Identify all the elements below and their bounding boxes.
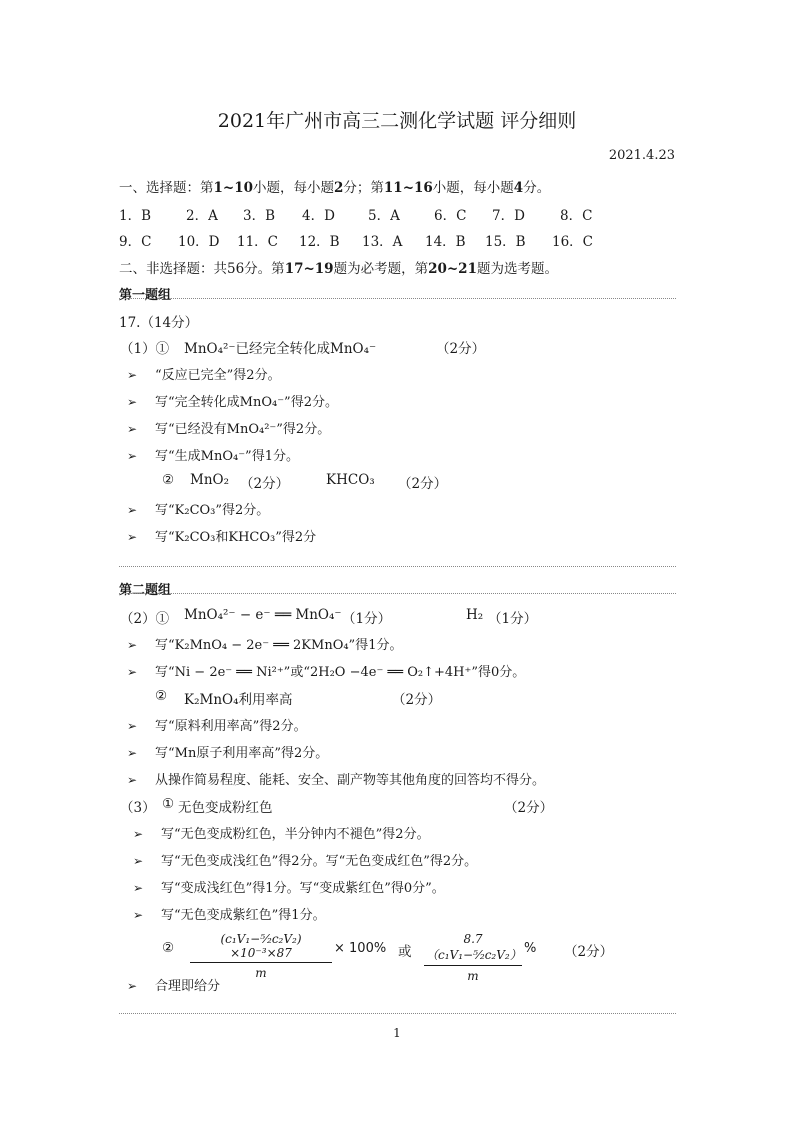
- q2-score-a: （2分）: [240, 476, 290, 492]
- answer-item: 4．D: [302, 208, 335, 224]
- p2b-score: （2分）: [392, 692, 442, 708]
- arrow-bullet-icon: ➢: [127, 449, 138, 463]
- page-number: 1: [393, 1026, 401, 1040]
- dotted-divider: [119, 566, 676, 567]
- grading-bullet: ➢ 写“已经没有MnO₄²⁻”得2分。: [127, 422, 331, 437]
- p2b-answer: K₂MnO₄利用率高: [184, 692, 293, 708]
- answer-item: 8．C: [560, 208, 593, 224]
- formula-or: 或: [398, 944, 412, 960]
- grading-bullet: ➢ 写“Ni − 2e⁻ ══ Ni²⁺”或“2H₂O −4e⁻ ══ O₂↑+4H⁺”得0分。: [127, 665, 526, 680]
- answer-item: 2．A: [186, 208, 218, 224]
- p3b-label: ②: [162, 940, 175, 956]
- p3b-score: （2分）: [564, 944, 614, 960]
- arrow-bullet-icon: ➢: [127, 422, 138, 436]
- q1-answer: MnO₄²⁻已经完全转化成MnO₄⁻: [184, 341, 377, 357]
- q2-answer-b: KHCO₃: [326, 472, 375, 488]
- answer-item: 11．C: [237, 234, 279, 250]
- dotted-divider: [119, 593, 676, 594]
- q2-answer-a: MnO₂: [190, 472, 229, 488]
- q1-score: （2分）: [436, 341, 486, 357]
- arrow-bullet-icon: ➢: [133, 827, 144, 841]
- grading-bullet: ➢ 写“K₂CO₃”得2分。: [127, 503, 270, 518]
- arrow-bullet-icon: ➢: [127, 746, 138, 760]
- arrow-bullet-icon: ➢: [127, 638, 138, 652]
- arrow-bullet-icon: ➢: [133, 908, 144, 922]
- p2b-label: ②: [155, 688, 168, 704]
- q2-label: ②: [162, 472, 175, 488]
- grading-bullet: ➢ 从操作简易程度、能耗、安全、副产物等其他角度的回答均不得分。: [127, 773, 546, 788]
- grading-bullet: ➢ 写“无色变成浅红色”得2分。写“无色变成红色”得2分。: [133, 854, 478, 869]
- formula-1-denominator: m: [255, 966, 267, 980]
- answer-item: 13．A: [362, 234, 403, 250]
- formula-1-fraction: [190, 932, 332, 980]
- grading-bullet: ➢ 写“无色变成粉红色，半分钟内不褪色”得2分。: [133, 827, 430, 842]
- q1-label: （1）①: [120, 341, 170, 357]
- section1-intro: 一、选择题：第1~10小题，每小题2分；第11~16小题，每小题4分。: [119, 180, 551, 196]
- answer-item: 16．C: [552, 234, 594, 250]
- answers-row-1: [119, 204, 679, 222]
- answer-item: 14．B: [425, 234, 466, 250]
- answer-item: 7．D: [492, 208, 525, 224]
- formula-2-numerator: 8.7（c₁V₁−⁵⁄₂c₂V₂）: [424, 932, 522, 966]
- answer-item: 12．B: [299, 234, 340, 250]
- arrow-bullet-icon: ➢: [127, 503, 138, 517]
- group1-label: 第一题组: [119, 288, 172, 303]
- grading-bullet: ➢ 写“完全转化成MnO₄⁻”得2分。: [127, 395, 338, 410]
- grading-bullet: ➢ 写“原料利用率高”得2分。: [127, 719, 307, 734]
- answer-item: 1．B: [119, 208, 152, 224]
- answer-item: 5．A: [368, 208, 400, 224]
- answer-item: 6．C: [434, 208, 467, 224]
- answer-item: 15．B: [485, 234, 526, 250]
- arrow-bullet-icon: ➢: [127, 719, 138, 733]
- q2-score-b: （2分）: [398, 476, 448, 492]
- arrow-bullet-icon: ➢: [127, 530, 138, 544]
- arrow-bullet-icon: ➢: [127, 979, 138, 993]
- answer-item: 10．D: [178, 234, 220, 250]
- p2-answer: MnO₄²⁻ − e⁻ ══ MnO₄⁻: [184, 607, 342, 623]
- p2-score: （1分）: [342, 611, 392, 627]
- arrow-bullet-icon: ➢: [127, 773, 138, 787]
- section2-intro: 二、非选择题：共56分。第17~19题为必考题，第20~21题为选考题。: [119, 261, 558, 277]
- grading-bullet: ➢ 写“K₂CO₃和KHCO₃”得2分: [127, 530, 317, 545]
- answer-item: 3．B: [243, 208, 276, 224]
- formula-2-denominator: m: [467, 969, 479, 983]
- grading-bullet: ➢ 合理即给分: [127, 979, 221, 994]
- page-title: 2021年广州市高三二测化学试题 评分细则: [217, 110, 577, 132]
- p3-score: （2分）: [504, 800, 554, 816]
- grading-bullet: ➢ “反应已完全”得2分。: [127, 368, 281, 383]
- formula-2-percent: %: [524, 941, 537, 956]
- grading-bullet: ➢ 写“K₂MnO₄ − 2e⁻ ══ 2KMnO₄”得1分。: [127, 638, 403, 653]
- formula-1-multiplier: × 100%: [334, 941, 387, 956]
- p2-score-b: （1分）: [488, 611, 538, 627]
- p3-answer: 无色变成粉红色: [178, 800, 273, 816]
- grading-bullet: ➢ 写“无色变成紫红色”得1分。: [133, 908, 326, 923]
- arrow-bullet-icon: ➢: [127, 395, 138, 409]
- formula-2-fraction: [424, 932, 522, 983]
- arrow-bullet-icon: ➢: [133, 854, 144, 868]
- dotted-divider: [119, 1013, 676, 1014]
- answers-row-2: [119, 230, 679, 248]
- p3-sub-label: ①: [162, 796, 175, 812]
- dotted-divider: [119, 298, 676, 299]
- document-date: 2021.4.23: [608, 148, 675, 163]
- answer-item: 9．C: [119, 234, 152, 250]
- arrow-bullet-icon: ➢: [127, 665, 138, 679]
- group2-label: 第二题组: [119, 583, 172, 598]
- arrow-bullet-icon: ➢: [127, 368, 138, 382]
- grading-bullet: ➢ 写“Mn原子利用率高”得2分。: [127, 746, 329, 761]
- grading-bullet: ➢ 写“生成MnO₄⁻”得1分。: [127, 449, 299, 464]
- formula-1-numerator: (c₁V₁−⁵⁄₂c₂V₂) ×10⁻³×87: [190, 932, 332, 963]
- p2-answer-b: H₂: [466, 607, 484, 623]
- arrow-bullet-icon: ➢: [133, 881, 144, 895]
- grading-bullet: ➢ 写“变成浅红色”得1分。写“变成紫红色”得0分”。: [133, 881, 445, 896]
- question-17-header: 17.（14分）: [119, 315, 199, 331]
- p2-label: （2）①: [120, 611, 170, 627]
- p3-label: （3）: [120, 800, 156, 816]
